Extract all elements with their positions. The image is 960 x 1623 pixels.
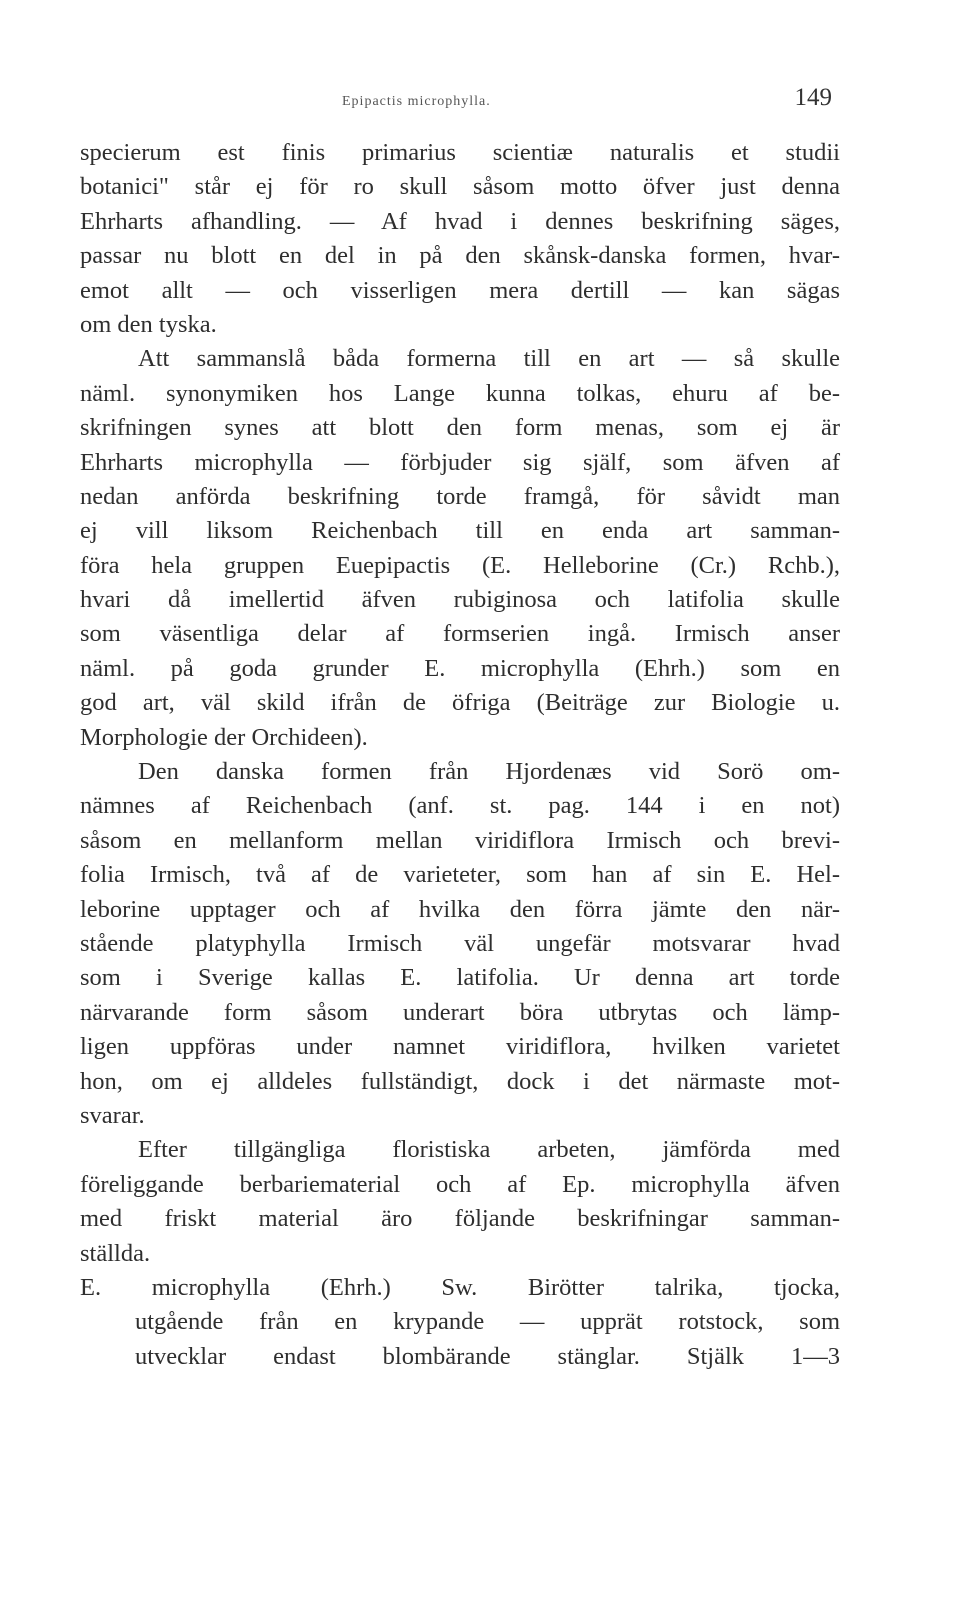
- text-line: närvarande form såsom underart böra utbrytas och lämp-: [80, 998, 840, 1026]
- text-line: ej vill liksom Reichenbach till en enda art samman-: [80, 517, 840, 545]
- text-line: Den danska formen från Hjordenæs vid Sorö om-: [138, 758, 840, 786]
- page-header: [80, 84, 840, 124]
- text-line: Ehrharts microphylla — förbjuder sig själf, som äfven af: [80, 448, 840, 476]
- text-line: Ehrharts afhandling. — Af hvad i dennes beskrifning säges,: [80, 207, 840, 235]
- text-line: E. microphylla (Ehrh.) Sw. Birötter talrika, tjocka,: [80, 1273, 840, 1301]
- text-line: Att sammanslå båda formerna till en art — så skulle: [138, 345, 840, 373]
- text-line: utvecklar endast blombärande stänglar. Stjälk 1—3: [135, 1342, 840, 1370]
- text-line: föreliggande berbariematerial och af Ep. microphylla äfven: [80, 1170, 840, 1198]
- text-line: föra hela gruppen Euepipactis (E. Helleborine (Cr.) Rchb.),: [80, 551, 840, 579]
- text-line: som väsentliga delar af formserien ingå. Irmisch anser: [80, 620, 840, 648]
- text-line: näml. på goda grunder E. microphylla (Ehrh.) som en: [80, 654, 840, 682]
- text-line: om den tyska.: [80, 310, 217, 338]
- text-line: med friskt material äro följande beskrifningar samman-: [80, 1205, 840, 1233]
- page-number: 149: [794, 84, 832, 111]
- text-line: näml. synonymiken hos Lange kunna tolkas, ehuru af be-: [80, 379, 840, 407]
- text-line: specierum est finis primarius scientiæ naturalis et studii: [80, 139, 840, 166]
- running-head: Epipactis microphylla.: [342, 94, 491, 109]
- text-line: botanici" står ej för ro skull såsom motto öfver just denna: [80, 173, 840, 201]
- text-line: svarar.: [80, 1101, 145, 1129]
- text-line: folia Irmisch, två af de varieteter, som han af sin E. Hel-: [80, 861, 840, 889]
- text-line: stående platyphylla Irmisch väl ungefär motsvarar hvad: [80, 929, 840, 957]
- text-line: Morphologie der Orchideen).: [80, 723, 368, 751]
- text-line: emot allt — och visserligen mera dertill — kan sägas: [80, 276, 840, 304]
- text-line: ställda.: [80, 1239, 151, 1267]
- text-line: nämnes af Reichenbach (anf. st. pag. 144 i en not): [80, 792, 840, 820]
- text-line: leborine upptager och af hvilka den förra jämte den när-: [80, 895, 840, 923]
- text-line: nedan anförda beskrifning torde framgå, för såvidt man: [80, 482, 840, 510]
- text-line: passar nu blott en del in på den skånsk-danska formen, hvar-: [80, 242, 840, 270]
- text-line: skrifningen synes att blott den form menas, som ej är: [80, 414, 840, 442]
- text-line: såsom en mellanform mellan viridiflora Irmisch och brevi-: [80, 826, 840, 854]
- text-line: utgående från en krypande — upprät rotstock, som: [135, 1308, 840, 1336]
- text-line: ligen uppföras under namnet viridiflora, hvilken varietet: [80, 1033, 840, 1061]
- text-line: hon, om ej alldeles fullständigt, dock i det närmaste mot-: [80, 1067, 840, 1095]
- text-line: god art, väl skild ifrån de öfriga (Beiträge zur Biologie u.: [80, 689, 840, 717]
- text-line: Efter tillgängliga floristiska arbeten, jämförda med: [138, 1136, 840, 1164]
- body-text: [80, 136, 840, 1374]
- text-line: hvari då imellertid äfven rubiginosa och latifolia skulle: [80, 586, 840, 614]
- text-line: som i Sverige kallas E. latifolia. Ur denna art torde: [80, 964, 840, 992]
